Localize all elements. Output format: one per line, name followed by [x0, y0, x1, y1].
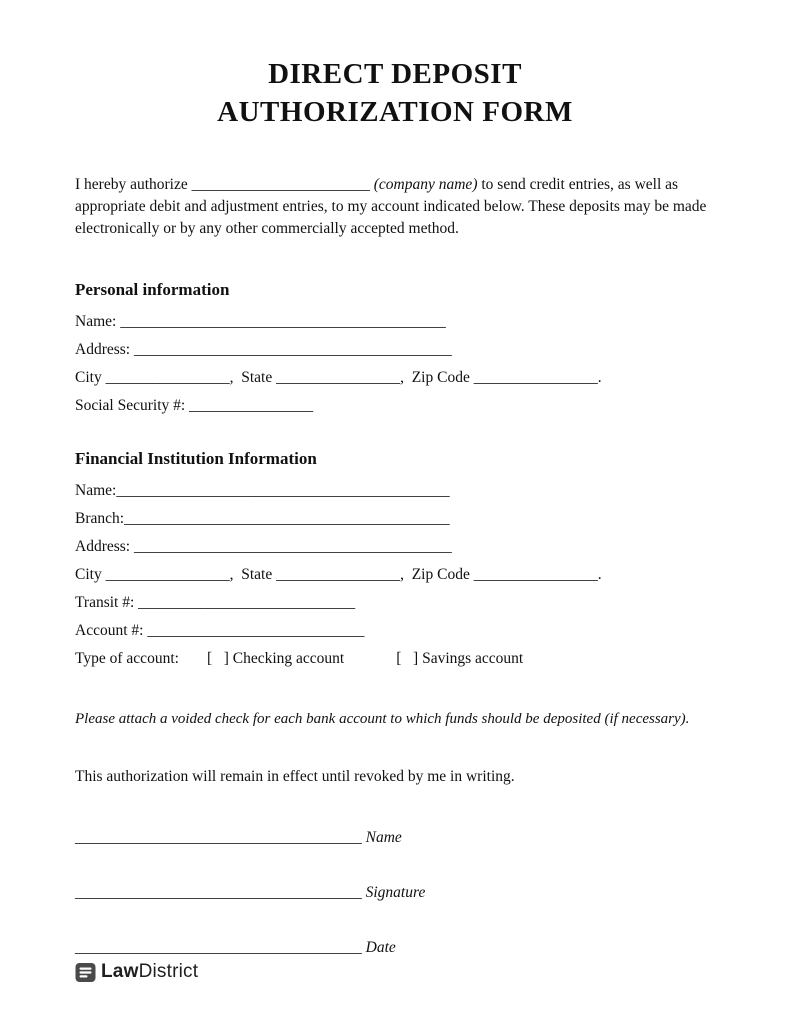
financial-institution-section — [75, 449, 715, 668]
signature-signature-blank: _____________________________________ — [75, 883, 366, 901]
personal-name-label: Name: — [75, 312, 121, 330]
voided-check-note: Please attach a voided check for each bank account to which funds should be deposited (if necessary). — [75, 710, 690, 727]
checking-account-checkbox: [ ] — [206, 649, 229, 667]
financial-transit-row — [75, 593, 715, 612]
financial-city-state-zip-row — [75, 565, 715, 584]
financial-zip-label: , Zip Code — [400, 565, 474, 583]
personal-city-blank: ________________ — [105, 368, 230, 386]
personal-state-label: , State — [229, 368, 277, 386]
savings-account-label: Savings account — [418, 649, 524, 667]
account-type-row — [75, 649, 715, 668]
signature-name-row — [75, 828, 715, 847]
financial-zip-blank: ________________ — [473, 565, 598, 583]
logo-text-district: District — [138, 961, 199, 982]
financial-line-end: . — [597, 565, 602, 583]
lawdistrict-logo — [75, 961, 198, 983]
form-title-line2: AUTHORIZATION FORM — [217, 96, 573, 129]
financial-name-row — [75, 481, 715, 500]
personal-address-row — [75, 340, 715, 359]
lawdistrict-logo-text — [101, 961, 198, 983]
intro-text-pre: I hereby authorize — [75, 175, 192, 193]
personal-line-end: . — [597, 368, 602, 386]
transit-number-blank: ____________________________ — [138, 593, 356, 611]
intro-paragraph — [75, 174, 715, 240]
financial-name-blank: ___________________________________________ — [116, 481, 450, 499]
personal-ssn-blank: ________________ — [189, 396, 314, 414]
form-title-line1: DIRECT DEPOSIT — [268, 58, 522, 90]
signature-date-label: Date — [365, 938, 396, 956]
financial-branch-blank: __________________________________________ — [124, 509, 450, 527]
personal-name-row — [75, 312, 715, 331]
signature-date-row — [75, 938, 715, 957]
personal-zip-blank: ________________ — [473, 368, 598, 386]
financial-city-blank: ________________ — [105, 565, 230, 583]
financial-account-row — [75, 621, 715, 640]
personal-information-section — [75, 280, 715, 415]
checking-account-label: Checking account — [228, 649, 345, 667]
financial-city-label: City — [75, 565, 106, 583]
personal-address-label: Address: — [75, 340, 134, 358]
financial-state-label: , State — [229, 565, 277, 583]
company-name-blank: _______________________ — [191, 175, 370, 193]
personal-state-blank: ________________ — [276, 368, 401, 386]
personal-name-blank: __________________________________________ — [120, 312, 446, 330]
financial-address-blank: _________________________________________ — [133, 537, 452, 555]
account-number-blank: ____________________________ — [147, 621, 365, 639]
signature-signature-label: Signature — [365, 883, 426, 901]
personal-ssn-label: Social Security #: — [75, 396, 190, 414]
financial-info-heading: Financial Institution Information — [75, 448, 317, 468]
form-title — [75, 55, 715, 132]
signature-signature-row — [75, 883, 715, 902]
lawdistrict-logo-icon — [75, 962, 96, 983]
signature-block — [75, 828, 715, 957]
personal-ssn-row — [75, 396, 715, 415]
transit-number-label: Transit #: — [75, 593, 139, 611]
authorization-note: This authorization will remain in effect until revoked by me in writing. — [75, 767, 515, 785]
financial-address-label: Address: — [75, 537, 134, 555]
personal-zip-label: , Zip Code — [400, 368, 474, 386]
intro-text-post: to send credit entries, as well as appropriate debit and adjustment entries, to my account indicated below. These deposits may be made electronically or by any other commercially accepted method. — [75, 175, 707, 237]
personal-city-label: City — [75, 368, 106, 386]
financial-branch-label: Branch: — [75, 509, 125, 527]
savings-account-checkbox: [ ] — [396, 649, 419, 667]
signature-name-blank: _____________________________________ — [75, 828, 366, 846]
personal-city-state-zip-row — [75, 368, 715, 387]
personal-address-blank: _________________________________________ — [133, 340, 452, 358]
financial-address-row — [75, 537, 715, 556]
logo-text-law: Law — [101, 961, 139, 982]
signature-name-label: Name — [365, 828, 402, 846]
financial-state-blank: ________________ — [276, 565, 401, 583]
personal-info-heading: Personal information — [75, 279, 230, 299]
account-number-label: Account #: — [75, 621, 148, 639]
financial-name-label: Name: — [75, 481, 117, 499]
company-name-label: (company name) — [369, 175, 478, 193]
account-type-label: Type of account: — [75, 649, 179, 667]
financial-branch-row — [75, 509, 715, 528]
signature-date-blank: _____________________________________ — [75, 938, 366, 956]
